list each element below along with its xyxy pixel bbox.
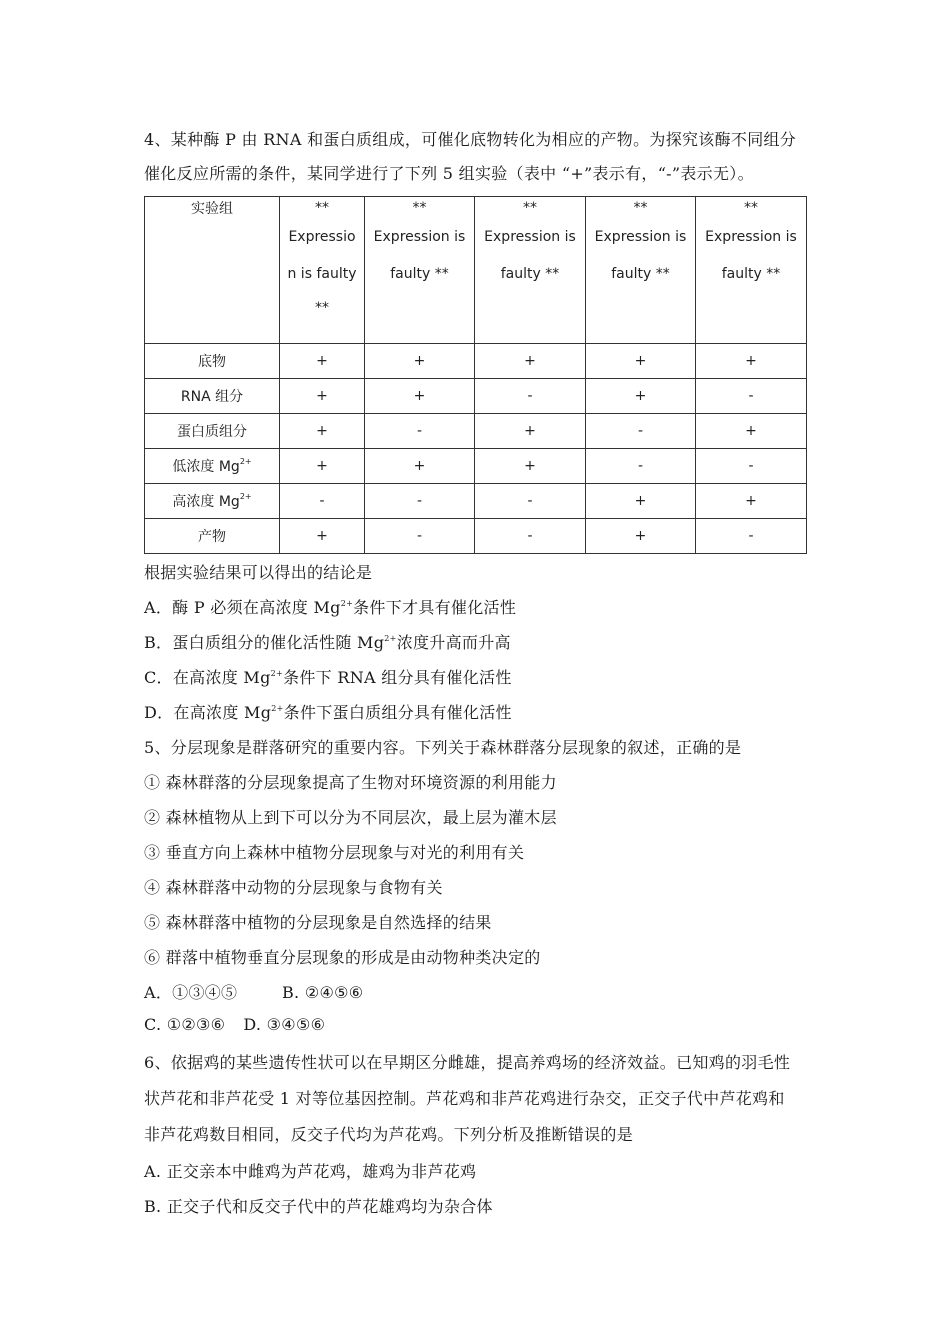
table-row bbox=[145, 414, 807, 449]
table-cell: + bbox=[280, 449, 365, 484]
q5-option-a: A．①③④⑤ bbox=[144, 983, 238, 1002]
q6-stem-line3: 非芦花鸡数目相同，反交子代均为芦花鸡。下列分析及推断错误的是 bbox=[144, 1125, 634, 1144]
q6-option-b: B. 正交子代和反交子代中的芦花雄鸡均为杂合体 bbox=[144, 1197, 493, 1216]
q4-stem-line2: 催化反应所需的条件，某同学进行了下列 5 组实验（表中 “+”表示有，“-”表示无）。 bbox=[144, 164, 754, 183]
table-cell: + bbox=[280, 344, 365, 379]
table-header-label: 实验组 bbox=[145, 197, 280, 344]
experiment-table bbox=[144, 196, 807, 554]
q5-statement-2: ② 森林植物从上到下可以分为不同层次，最上层为灌木层 bbox=[144, 808, 557, 827]
table-cell: - bbox=[696, 519, 807, 554]
q5-stem: 5、分层现象是群落研究的重要内容。下列关于森林群落分层现象的叙述，正确的是 bbox=[144, 738, 742, 757]
q4-option-a: A．酶 P 必须在高浓度 $Mg^{2+}$条件下才具有催化活性 bbox=[144, 598, 517, 617]
table-cell: + bbox=[280, 519, 365, 554]
table-row bbox=[145, 519, 807, 554]
table-row bbox=[145, 484, 807, 519]
table-cell: + bbox=[365, 379, 475, 414]
row-label: 高浓度 $Mg^{2+}$ bbox=[145, 484, 280, 519]
table-row bbox=[145, 449, 807, 484]
table-cell: + bbox=[586, 519, 696, 554]
table-cell: + bbox=[475, 344, 586, 379]
table-cell: - bbox=[696, 449, 807, 484]
table-header-row bbox=[145, 197, 807, 344]
table-cell: - bbox=[280, 484, 365, 519]
table-header-group-3: ** Expression is faulty ** bbox=[475, 197, 586, 344]
table-cell: - bbox=[365, 484, 475, 519]
q5-option-b: B. ②④⑤⑥ bbox=[282, 983, 364, 1002]
q5-options-row-2 bbox=[144, 1015, 325, 1034]
table-cell: + bbox=[280, 379, 365, 414]
q6-stem-line2: 状芦花和非芦花受 1 对等位基因控制。芦花鸡和非芦花鸡进行杂交，正交子代中芦花鸡和 bbox=[144, 1089, 785, 1108]
q5-options-row-1 bbox=[144, 980, 363, 1003]
q4-conclusion-prompt: 根据实验结果可以得出的结论是 bbox=[144, 563, 373, 582]
q4-stem-line1: 4、某种酶 P 由 RNA 和蛋白质组成，可催化底物转化为相应的产物。为探究该酶不同组分 bbox=[144, 130, 797, 149]
table-cell: - bbox=[475, 484, 586, 519]
table-cell: - bbox=[586, 449, 696, 484]
table-cell: + bbox=[696, 414, 807, 449]
q5-statement-4: ④ 森林群落中动物的分层现象与食物有关 bbox=[144, 878, 443, 897]
table-cell: - bbox=[586, 414, 696, 449]
table-cell: + bbox=[475, 449, 586, 484]
table-cell: + bbox=[696, 484, 807, 519]
q5-statement-3: ③ 垂直方向上森林中植物分层现象与对光的利用有关 bbox=[144, 843, 525, 862]
table-cell: + bbox=[365, 449, 475, 484]
q5-statement-5: ⑤ 森林群落中植物的分层现象是自然选择的结果 bbox=[144, 913, 492, 932]
row-label: 蛋白质组分 bbox=[145, 414, 280, 449]
row-label: 底物 bbox=[145, 344, 280, 379]
table-header-group-5: ** Expression is faulty ** bbox=[696, 197, 807, 344]
q6-stem-line1: 6、依据鸡的某些遗传性状可以在早期区分雌雄，提高养鸡场的经济效益。已知鸡的羽毛性 bbox=[144, 1053, 791, 1072]
row-label: 产物 bbox=[145, 519, 280, 554]
table-cell: + bbox=[280, 414, 365, 449]
table-header-group-2: ** Expression is faulty ** bbox=[365, 197, 475, 344]
table-row bbox=[145, 344, 807, 379]
table-cell: - bbox=[696, 379, 807, 414]
table-header-group-4: ** Expression is faulty ** bbox=[586, 197, 696, 344]
q4-option-d: D．在高浓度 $Mg^{2+}$条件下蛋白质组分具有催化活性 bbox=[144, 703, 512, 722]
table-cell: + bbox=[586, 344, 696, 379]
table-header-group-1: ** Expressio n is faulty ** bbox=[280, 197, 365, 344]
q5-option-c: C. ①②③⑥ bbox=[144, 1015, 226, 1034]
q5-option-d: D. ③④⑤⑥ bbox=[243, 1015, 326, 1034]
q5-statement-6: ⑥ 群落中植物垂直分层现象的形成是由动物种类决定的 bbox=[144, 948, 541, 967]
table-cell: - bbox=[475, 379, 586, 414]
table-cell: - bbox=[365, 414, 475, 449]
table-cell: - bbox=[365, 519, 475, 554]
row-label: RNA 组分 bbox=[145, 379, 280, 414]
table-row bbox=[145, 379, 807, 414]
q4-option-b: B．蛋白质组分的催化活性随 $Mg^{2+}$浓度升高而升高 bbox=[144, 633, 511, 652]
table-cell: + bbox=[586, 484, 696, 519]
table-cell: + bbox=[475, 414, 586, 449]
table-cell: - bbox=[475, 519, 586, 554]
table-cell: + bbox=[365, 344, 475, 379]
q5-statement-1: ① 森林群落的分层现象提高了生物对环境资源的利用能力 bbox=[144, 773, 557, 792]
q6-option-a: A. 正交亲本中雌鸡为芦花鸡，雄鸡为非芦花鸡 bbox=[144, 1162, 477, 1181]
table-cell: + bbox=[586, 379, 696, 414]
table-cell: + bbox=[696, 344, 807, 379]
q4-option-c: C．在高浓度 $Mg^{2+}$条件下 RNA 组分具有催化活性 bbox=[144, 668, 512, 687]
row-label: 低浓度 $Mg^{2+}$ bbox=[145, 449, 280, 484]
